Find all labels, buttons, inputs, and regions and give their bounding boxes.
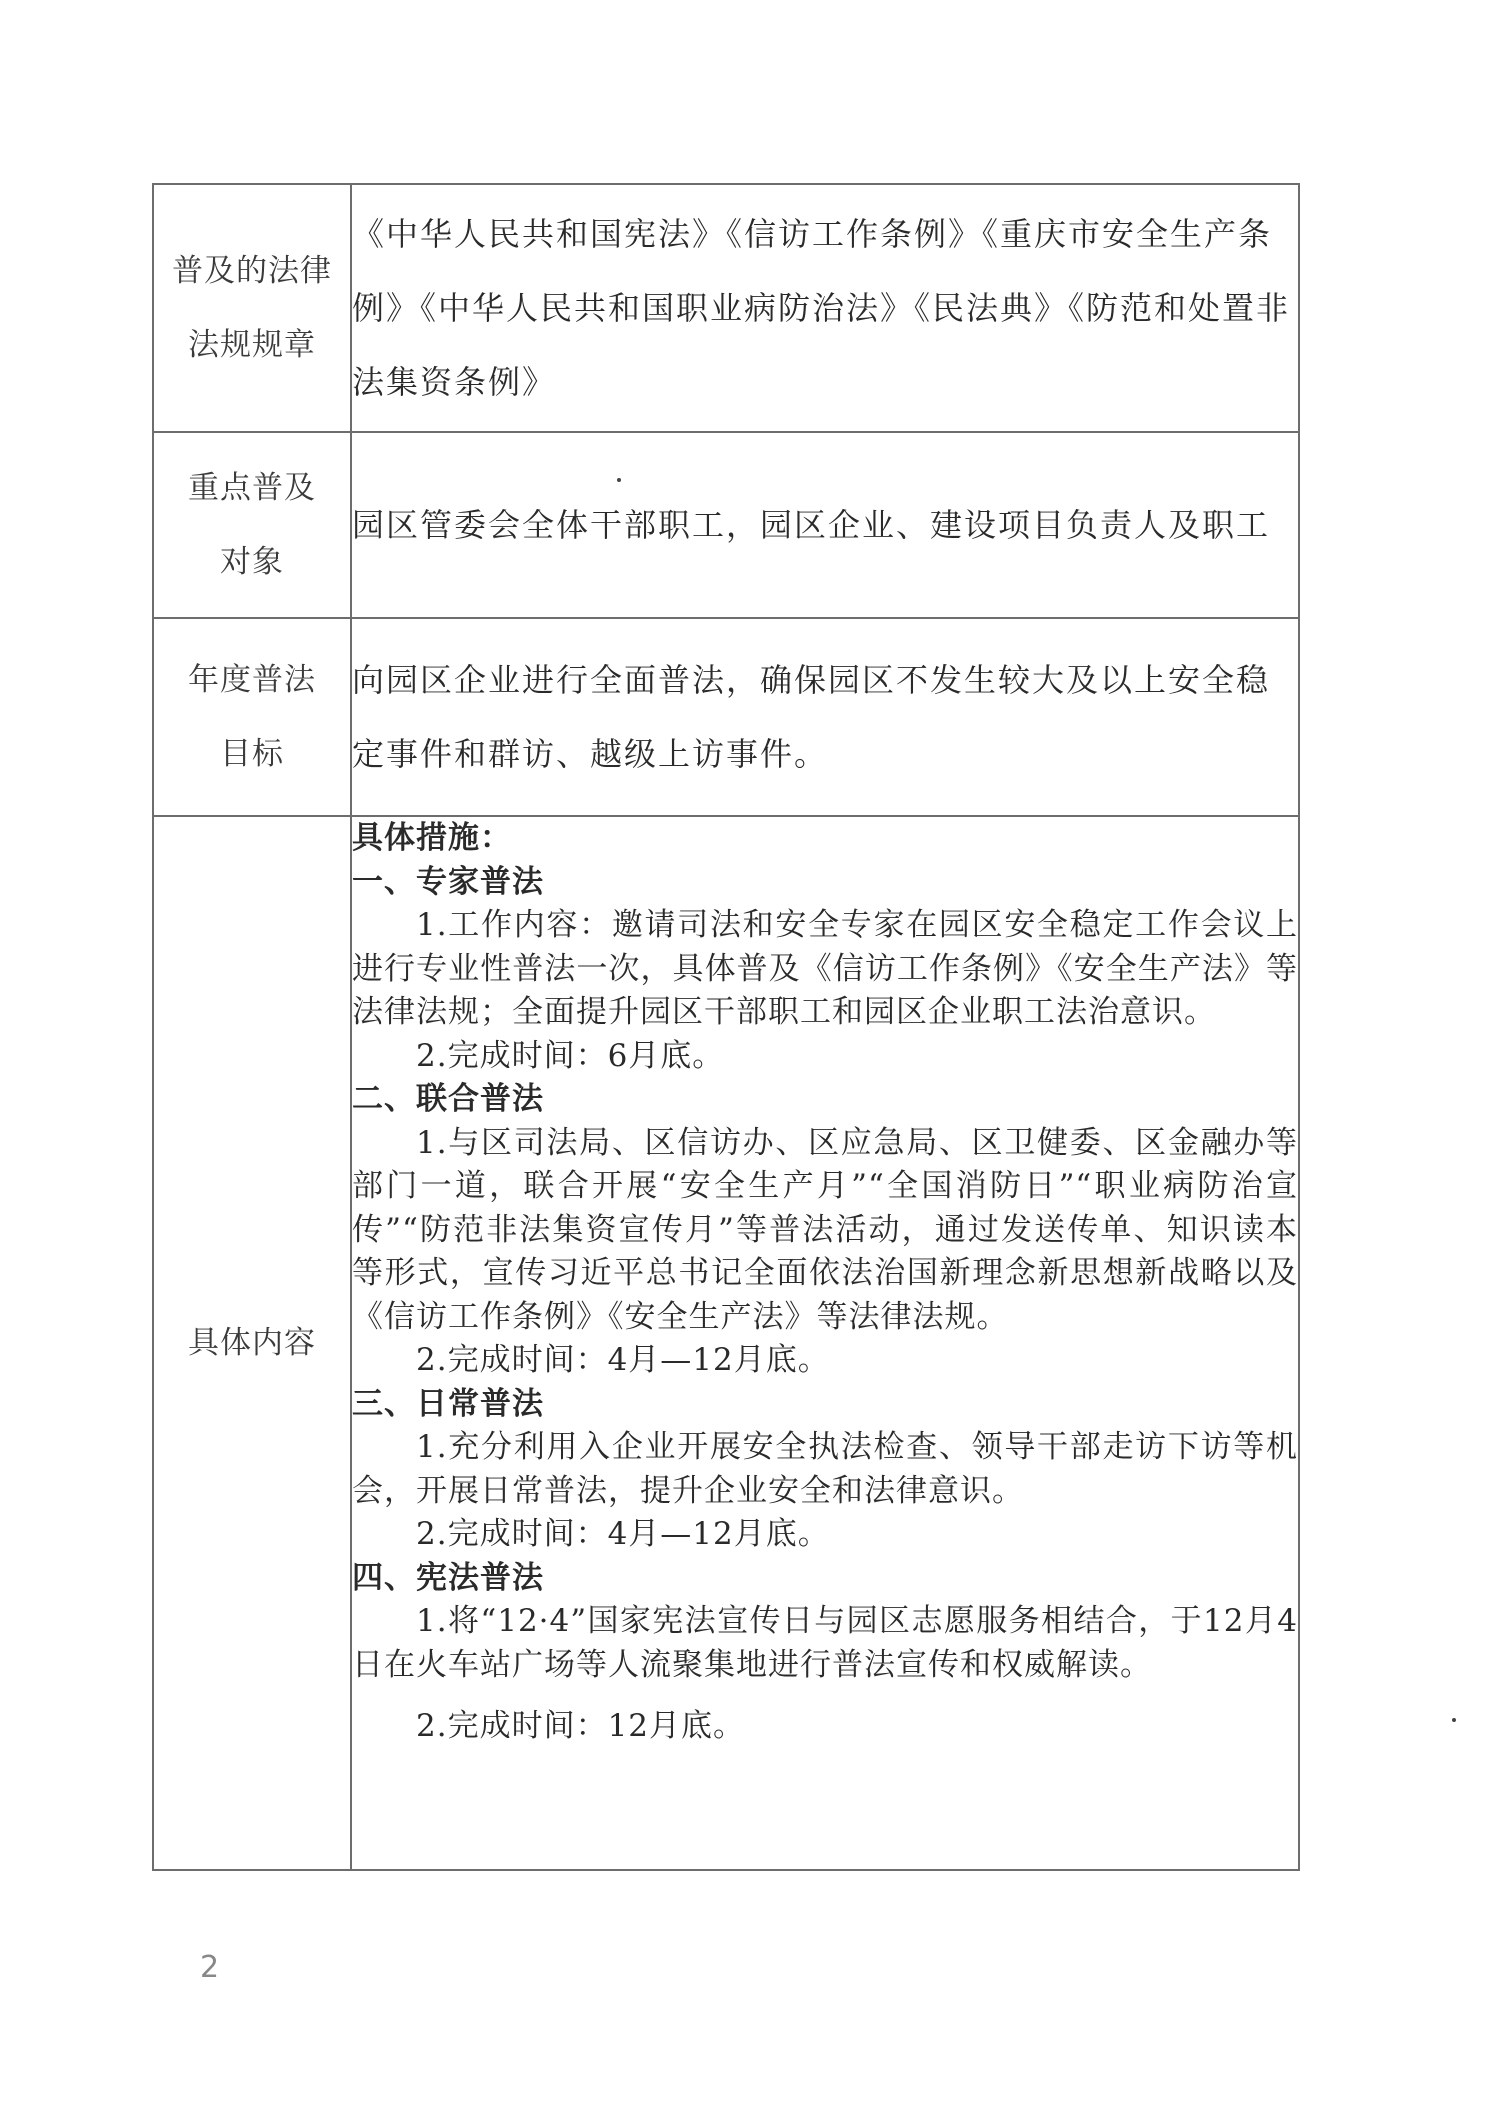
scan-speck (617, 478, 621, 482)
specific-content-cell (351, 816, 1299, 1870)
section-expert (352, 861, 1298, 1079)
section-joint (352, 1078, 1298, 1383)
section-title: 二、联合普法 (352, 1081, 544, 1117)
section-title: 一、专家普法 (352, 863, 544, 900)
section-item: 1.充分利用入企业开展安全执法检查、领导干部走访下访等机会，开展日常普法，提升企业安全和法律意识。 (352, 1429, 1298, 1509)
targets-text: 园区管委会全体干部职工，园区企业、建设项目负责人及职工 (351, 432, 1299, 618)
section-title: 四、宪法普法 (352, 1559, 544, 1596)
annual-goal-text: 向园区企业进行全面普法，确保园区不发生较大及以上安全稳定事件和群访、越级上访事件。 (351, 618, 1299, 816)
table-row (153, 432, 1299, 618)
section-item: 2.完成时间：4月—12月底。 (416, 1342, 830, 1378)
row-label-targets: 重点普及 对象 (153, 432, 351, 618)
table-row (153, 184, 1299, 432)
laws-list-text: 《中华人民共和国宪法》《信访工作条例》《重庆市安全生产条例》《中华人民共和国职业病防治法》《民法典》《防范和处置非法集资条例》 (351, 184, 1299, 432)
section-item: 2.完成时间：12月底。 (416, 1708, 746, 1744)
page-number: 2 (200, 1950, 220, 1985)
table-row (153, 618, 1299, 816)
section-constitution (352, 1557, 1298, 1749)
row-label-annual-goal: 年度普法 目标 (153, 618, 351, 816)
section-item: 2.完成时间：4月—12月底。 (416, 1516, 830, 1552)
section-daily (352, 1383, 1298, 1557)
row-label-specific-content: 具体内容 (153, 816, 351, 1870)
legal-education-plan-table (152, 183, 1300, 1871)
section-item: 2.完成时间：6月底。 (416, 1037, 725, 1074)
scan-speck (1452, 1718, 1456, 1722)
table-row (153, 816, 1299, 1870)
section-item: 1.工作内容：邀请司法和安全专家在园区安全稳定工作会议上进行专业性普法一次，具体普及《信访工作条例》《安全生产法》等法律法规；全面提升园区干部职工和园区企业职工法治意识。 (352, 907, 1298, 1030)
section-title: 三、日常普法 (352, 1385, 544, 1422)
measures-heading: 具体措施： (352, 820, 512, 856)
section-item: 1.将“12·4”国家宪法宣传日与园区志愿服务相结合，于12月4日在火车站广场等人流聚集地进行普法宣传和权威解读。 (352, 1603, 1298, 1683)
section-item: 1.与区司法局、区信访办、区应急局、区卫健委、区金融办等部门一道，联合开展“安全生产月”“全国消防日”“职业病防治宣传”“防范非法集资宣传月”等普法活动，通过发送传单、知识读本等形式，宣传习近平总书记全面依法治国新理念新思想新战略以及《信访工作条例》《安全生产法》等法律法规。 (352, 1124, 1298, 1335)
row-label-laws: 普及的法律 法规规章 (153, 184, 351, 432)
